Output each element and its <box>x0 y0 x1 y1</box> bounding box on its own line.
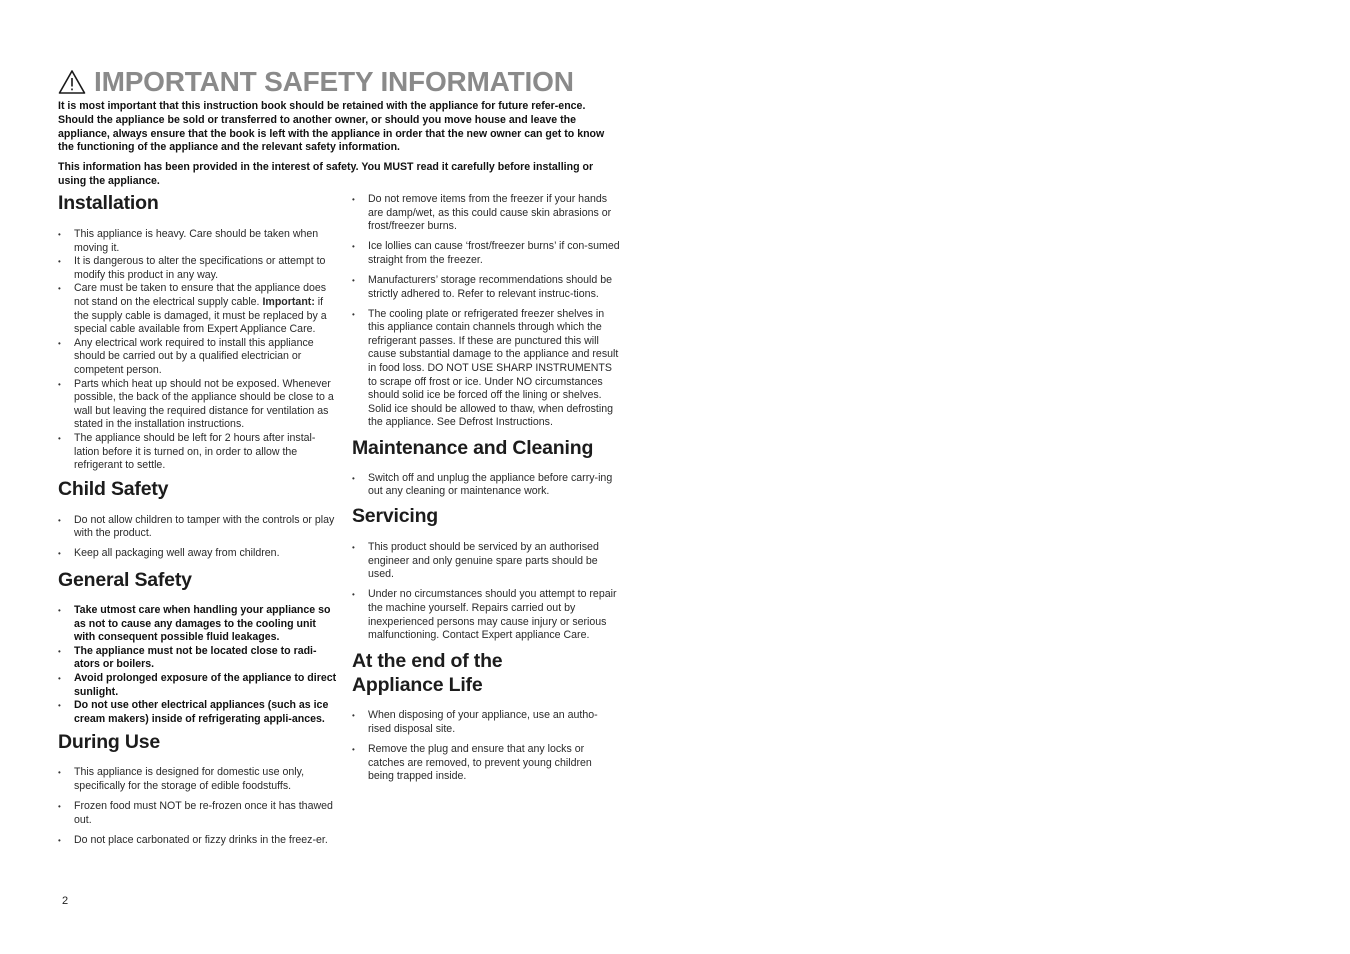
list-item: • Remove the plug and ensure that any locks or catches are removed, to prevent young children being trapped inside. <box>352 743 620 784</box>
child-safety-heading: Child Safety <box>58 477 169 500</box>
list-item: • Manufacturers’ storage recommendations should be strictly adhered to. Refer to relevant instruc-tions. <box>352 274 620 301</box>
list-item <box>58 282 340 336</box>
list-item: • Ice lollies can cause ‘frost/freezer burns’ if con-sumed straight from the freezer. <box>352 240 620 267</box>
list-item: • The appliance should be left for 2 hours after instal-lation before it is turned on, in order to allow the refrigerant to settle. <box>58 432 340 473</box>
intro-paragraph: It is most important that this instruction book should be retained with the appliance for future refer-ence. Should the appliance be sold or transferred to another owner, or should you move house and leave the appliance, always ensure that the book is left with the appliance in order that the new owner can get to know the functioning of the appliance and the relevant safety information. <box>58 100 605 154</box>
important-label: Important: <box>262 295 315 308</box>
maintenance-list <box>352 472 620 499</box>
list-item: • When disposing of your appliance, use an autho-rised disposal site. <box>352 709 620 736</box>
list-item: • Do not place carbonated or fizzy drinks in the freez-er. <box>58 834 340 848</box>
list-item: • This appliance is heavy. Care should be taken when moving it. <box>58 228 340 255</box>
list-item-text: Care must be taken to ensure that the appliance does not stand on the electrical supply cable. <box>74 282 327 308</box>
installation-list <box>58 228 340 473</box>
title-text: IMPORTANT SAFETY INFORMATION <box>94 66 574 97</box>
list-item: • Switch off and unplug the appliance before carry-ing out any cleaning or maintenance work. <box>352 472 620 499</box>
child-safety-list <box>58 514 340 561</box>
list-item: • Take utmost care when handling your appliance so as not to cause any damages to the cooling unit with consequent possible fluid leakages. <box>58 604 340 645</box>
during-use-list <box>58 766 340 847</box>
list-item: • This appliance is designed for domestic use only, specifically for the storage of edible foodstuffs. <box>58 766 340 793</box>
heading-line: Appliance Life <box>352 674 483 697</box>
list-item: • It is dangerous to alter the specifications or attempt to modify this product in any way. <box>58 255 340 282</box>
list-item: • Any electrical work required to install this appliance should be carried out by a qualified electrician or competent person. <box>58 337 340 378</box>
heading-line: At the end of the <box>352 650 503 673</box>
list-item: • Do not allow children to tamper with the controls or play with the product. <box>58 514 340 541</box>
during-use-list-continued <box>352 193 620 430</box>
list-item: • Avoid prolonged exposure of the appliance to direct sunlight. <box>58 672 340 699</box>
intro-paragraph: This information has been provided in the interest of safety. You MUST read it carefully before installing or using the appliance. <box>58 161 594 187</box>
general-safety-heading: General Safety <box>58 568 192 591</box>
page-title <box>58 66 574 98</box>
list-item: • Keep all packaging well away from children. <box>58 547 340 561</box>
servicing-heading: Servicing <box>352 505 438 528</box>
during-use-heading: During Use <box>58 731 161 754</box>
list-item: • Under no circumstances should you attempt to repair the machine yourself. Repairs carried out by inexperienced persons may cause injury or serious malfunctioning. Contact Expert appliance Care. <box>352 588 620 642</box>
list-item: • The cooling plate or refrigerated freezer shelves in this appliance contain channels through which the refrigerant passes. If these are punctured this will cause substantial damage to the appliance and result in food loss. DO NOT USE SHARP INSTRUMENTS to scrape off frost or ice. Under NO circumstances should solid ice be forced off the lining or shelves. Solid ice should be allowed to thaw, when defrosting the appliance. See Defrost Instructions. <box>352 308 620 430</box>
list-item: • The appliance must not be located close to radi-ators or boilers. <box>58 645 340 672</box>
end-of-life-heading <box>352 649 620 697</box>
installation-heading: Installation <box>58 192 159 214</box>
left-column <box>58 192 340 854</box>
list-item: • Parts which heat up should not be exposed. Whenever possible, the back of the appliance should be close to a wall but leaving the required distance for ventilation as stated in the installation instructions. <box>58 378 340 432</box>
list-item: • Frozen food must NOT be re-frozen once it has thawed out. <box>58 800 340 827</box>
list-item: • This product should be serviced by an authorised engineer and only genuine spare parts should be used. <box>352 541 620 582</box>
list-item: • Do not remove items from the freezer if your hands are damp/wet, as this could cause skin abrasions or frost/freezer burns. <box>352 193 620 234</box>
warning-triangle-icon <box>58 69 86 95</box>
right-column <box>352 193 620 790</box>
servicing-list <box>352 541 620 643</box>
important-text: if the supply cable is damaged, it must be replaced by a special cable available from Expert Appliance Care. <box>74 295 327 336</box>
list-item: • Do not use other electrical appliances (such as ice cream makers) inside of refrigerating appli-ances. <box>58 699 340 726</box>
end-of-life-list <box>352 709 620 783</box>
page-number: 2 <box>62 895 69 907</box>
general-safety-list <box>58 604 340 726</box>
maintenance-heading: Maintenance and Cleaning <box>352 436 594 459</box>
intro <box>58 100 618 195</box>
